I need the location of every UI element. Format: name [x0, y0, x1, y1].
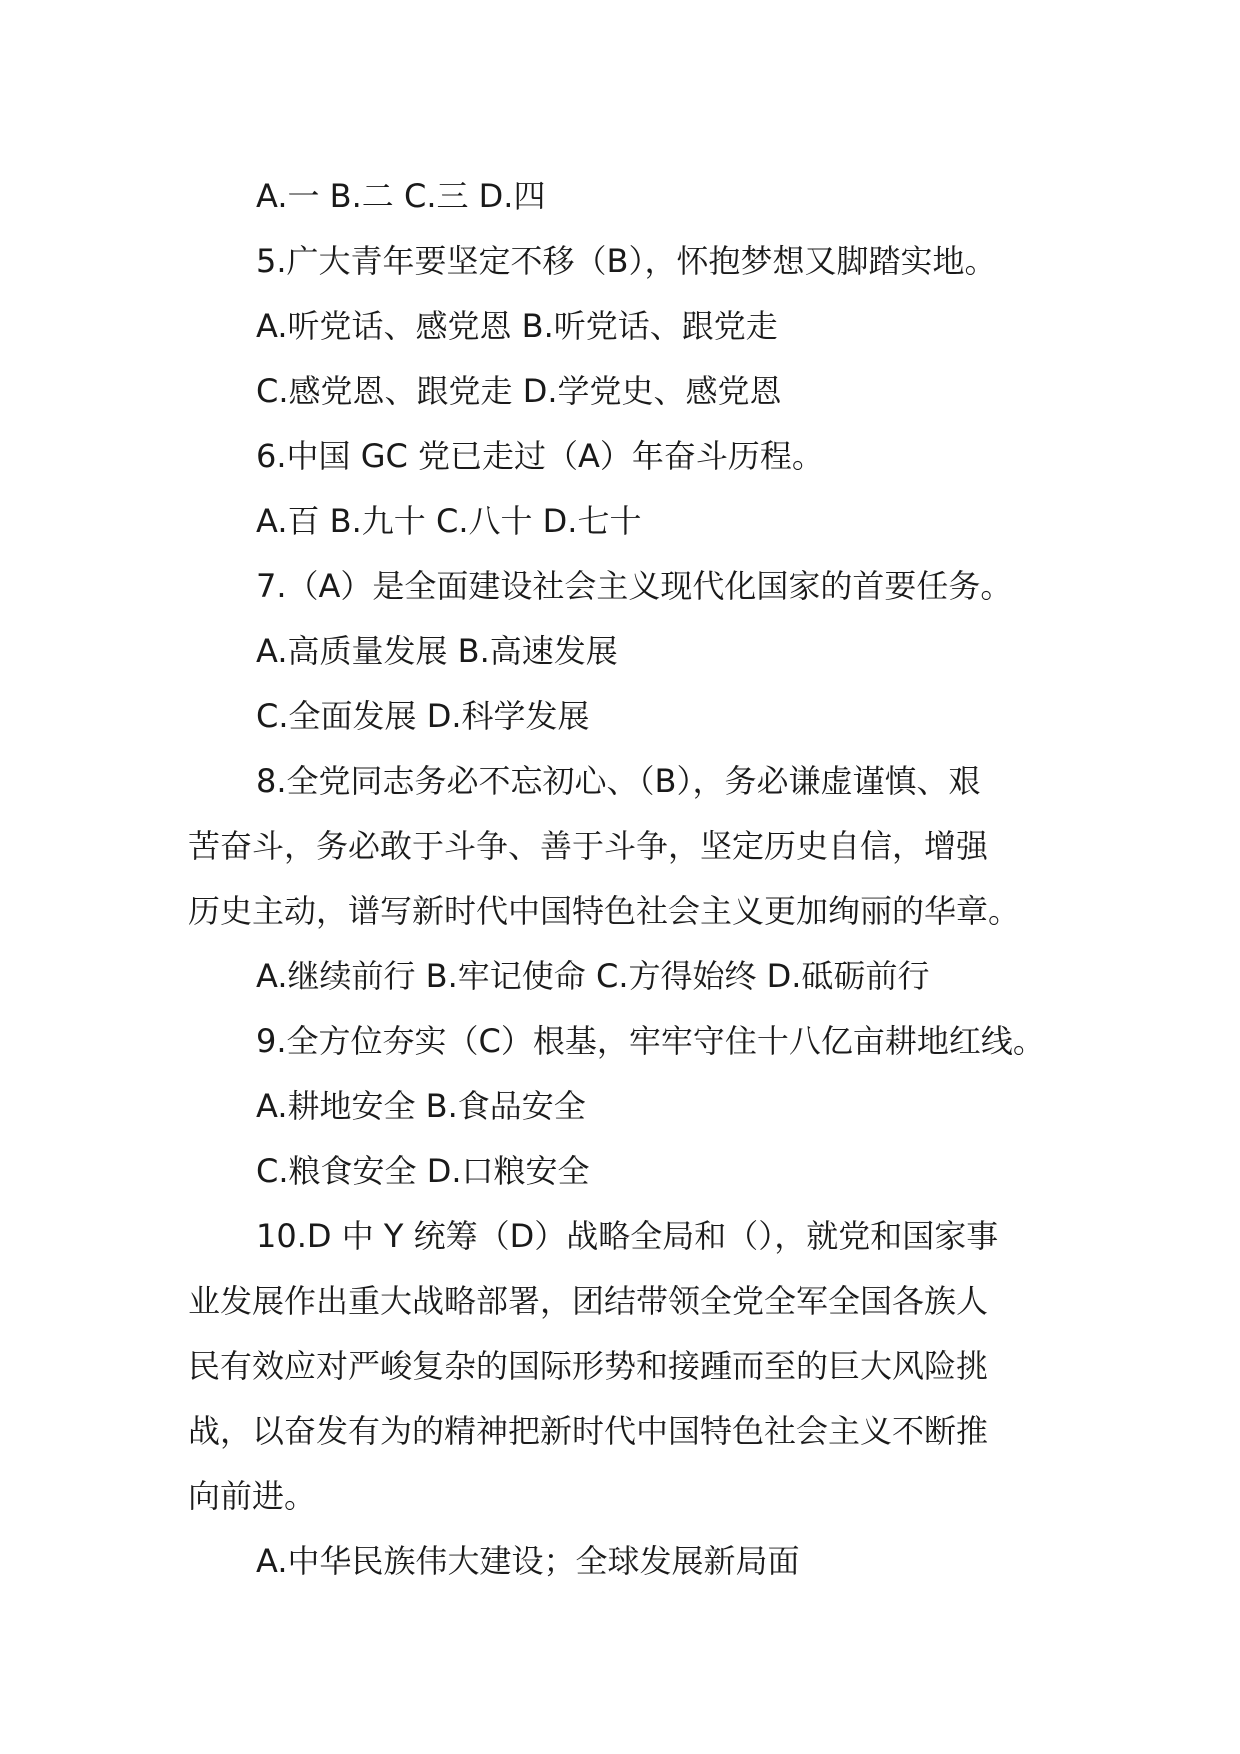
q7-options-ab: A.高质量发展 B.高速发展 [256, 632, 618, 670]
q5-question: 5.广大青年要坚定不移（B），怀抱梦想又脚踏实地。 [256, 242, 997, 280]
q8-question-line3: 历史主动，谱写新时代中国特色社会主义更加绚丽的华章。 [188, 892, 1021, 930]
q9-options-ab: A.耕地安全 B.食品安全 [256, 1087, 586, 1125]
q10-question-line4: 战，以奋发有为的精神把新时代中国特色社会主义不断推 [188, 1412, 989, 1450]
q7-options-cd: C.全面发展 D.科学发展 [256, 697, 590, 735]
q5-options-cd: C.感党恩、跟党走 D.学党史、感党恩 [256, 372, 782, 410]
q7-question: 7.（A）是全面建设社会主义现代化国家的首要任务。 [256, 567, 1013, 605]
q5-options-ab: A.听党话、感党恩 B.听党话、跟党走 [256, 307, 778, 345]
q6-options: A.百 B.九十 C.八十 D.七十 [256, 502, 642, 540]
q8-question-line1: 8.全党同志务必不忘初心、（B），务必谦虚谨慎、艰 [256, 762, 981, 800]
q10-question-line2: 业发展作出重大战略部署，团结带领全党全军全国各族人 [188, 1282, 989, 1320]
q8-question-line2: 苦奋斗，务必敢于斗争、善于斗争，坚定历史自信，增强 [188, 827, 989, 865]
q10-question-line5: 向前进。 [188, 1477, 317, 1515]
q9-question: 9.全方位夯实（C）根基，牢牢守住十八亿亩耕地红线。 [256, 1022, 1045, 1060]
q10-option-a: A.中华民族伟大建设；全球发展新局面 [256, 1542, 800, 1580]
q10-question-line1: 10.D 中 Y 统筹（D）战略全局和（），就党和国家事 [256, 1217, 999, 1255]
q9-options-cd: C.粮食安全 D.口粮安全 [256, 1152, 590, 1190]
q6-question: 6.中国 GC 党已走过（A）年奋斗历程。 [256, 437, 824, 475]
q10-question-line3: 民有效应对严峻复杂的国际形势和接踵而至的巨大风险挑 [188, 1347, 989, 1385]
q8-options: A.继续前行 B.牢记使命 C.方得始终 D.砥砺前行 [256, 957, 930, 995]
q4-options: A.一 B.二 C.三 D.四 [256, 177, 546, 215]
